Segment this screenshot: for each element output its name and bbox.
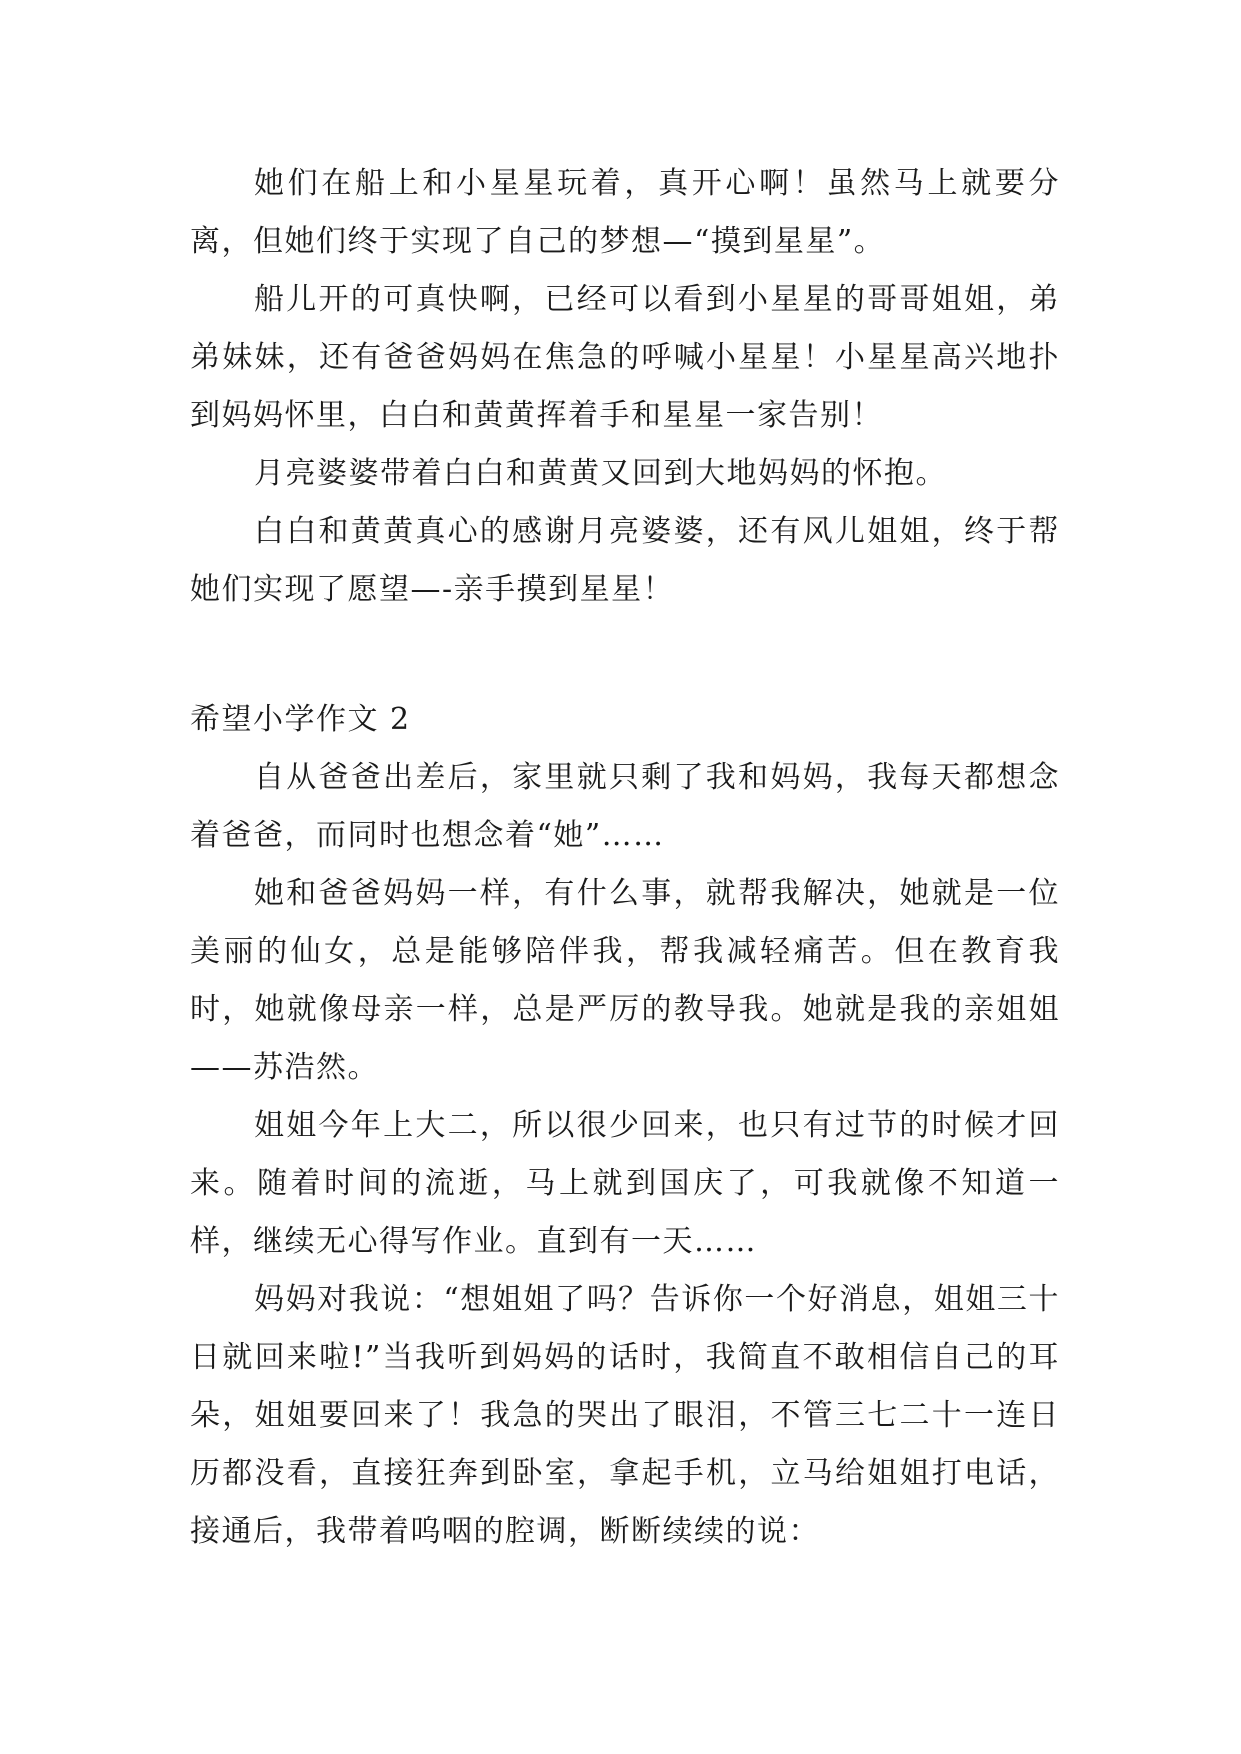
paragraph: 妈妈对我说：“想姐姐了吗？告诉你一个好消息，姐姐三十日就回来啦!”当我听到妈妈的话时，我简直不敢相信自己的耳朵，姐姐要回来了！我急的哭出了眼泪，不管三七二十一连日历都没看，直接狂奔到卧室，拿起手机，立马给姐姐打电话，接通后，我带着呜咽的腔调，断断续续的说： xyxy=(190,1282,1060,1549)
paragraph: 白白和黄黄真心的感谢月亮婆婆，还有风儿姐姐，终于帮她们实现了愿望—-亲手摸到星星！ xyxy=(190,514,1060,607)
paragraph: 姐姐今年上大二，所以很少回来，也只有过节的时候才回来。随着时间的流逝，马上就到国庆了，可我就像不知道一样，继续无心得写作业。直到有一天…… xyxy=(190,1108,1060,1259)
essay-title: 希望小学作文 2 xyxy=(190,702,411,737)
paragraph: 船儿开的可真快啊，已经可以看到小星星的哥哥姐姐，弟弟妹妹，还有爸爸妈妈在焦急的呼喊小星星！小星星高兴地扑到妈妈怀里，白白和黄黄挥着手和星星一家告别！ xyxy=(190,282,1060,433)
paragraph: 自从爸爸出差后，家里就只剩了我和妈妈，我每天都想念着爸爸，而同时也想念着“她”…… xyxy=(190,760,1060,853)
paragraph: 她和爸爸妈妈一样，有什么事，就帮我解决，她就是一位美丽的仙女，总是能够陪伴我，帮我减轻痛苦。但在教育我时，她就像母亲一样，总是严厉的教导我。她就是我的亲姐姐——苏浩然。 xyxy=(190,876,1060,1085)
paragraph: 月亮婆婆带着白白和黄黄又回到大地妈妈的怀抱。 xyxy=(254,456,947,491)
paragraph: 她们在船上和小星星玩着，真开心啊！虽然马上就要分离，但她们终于实现了自己的梦想—“摸到星星”。 xyxy=(190,166,1060,259)
document-body xyxy=(190,155,1060,1561)
